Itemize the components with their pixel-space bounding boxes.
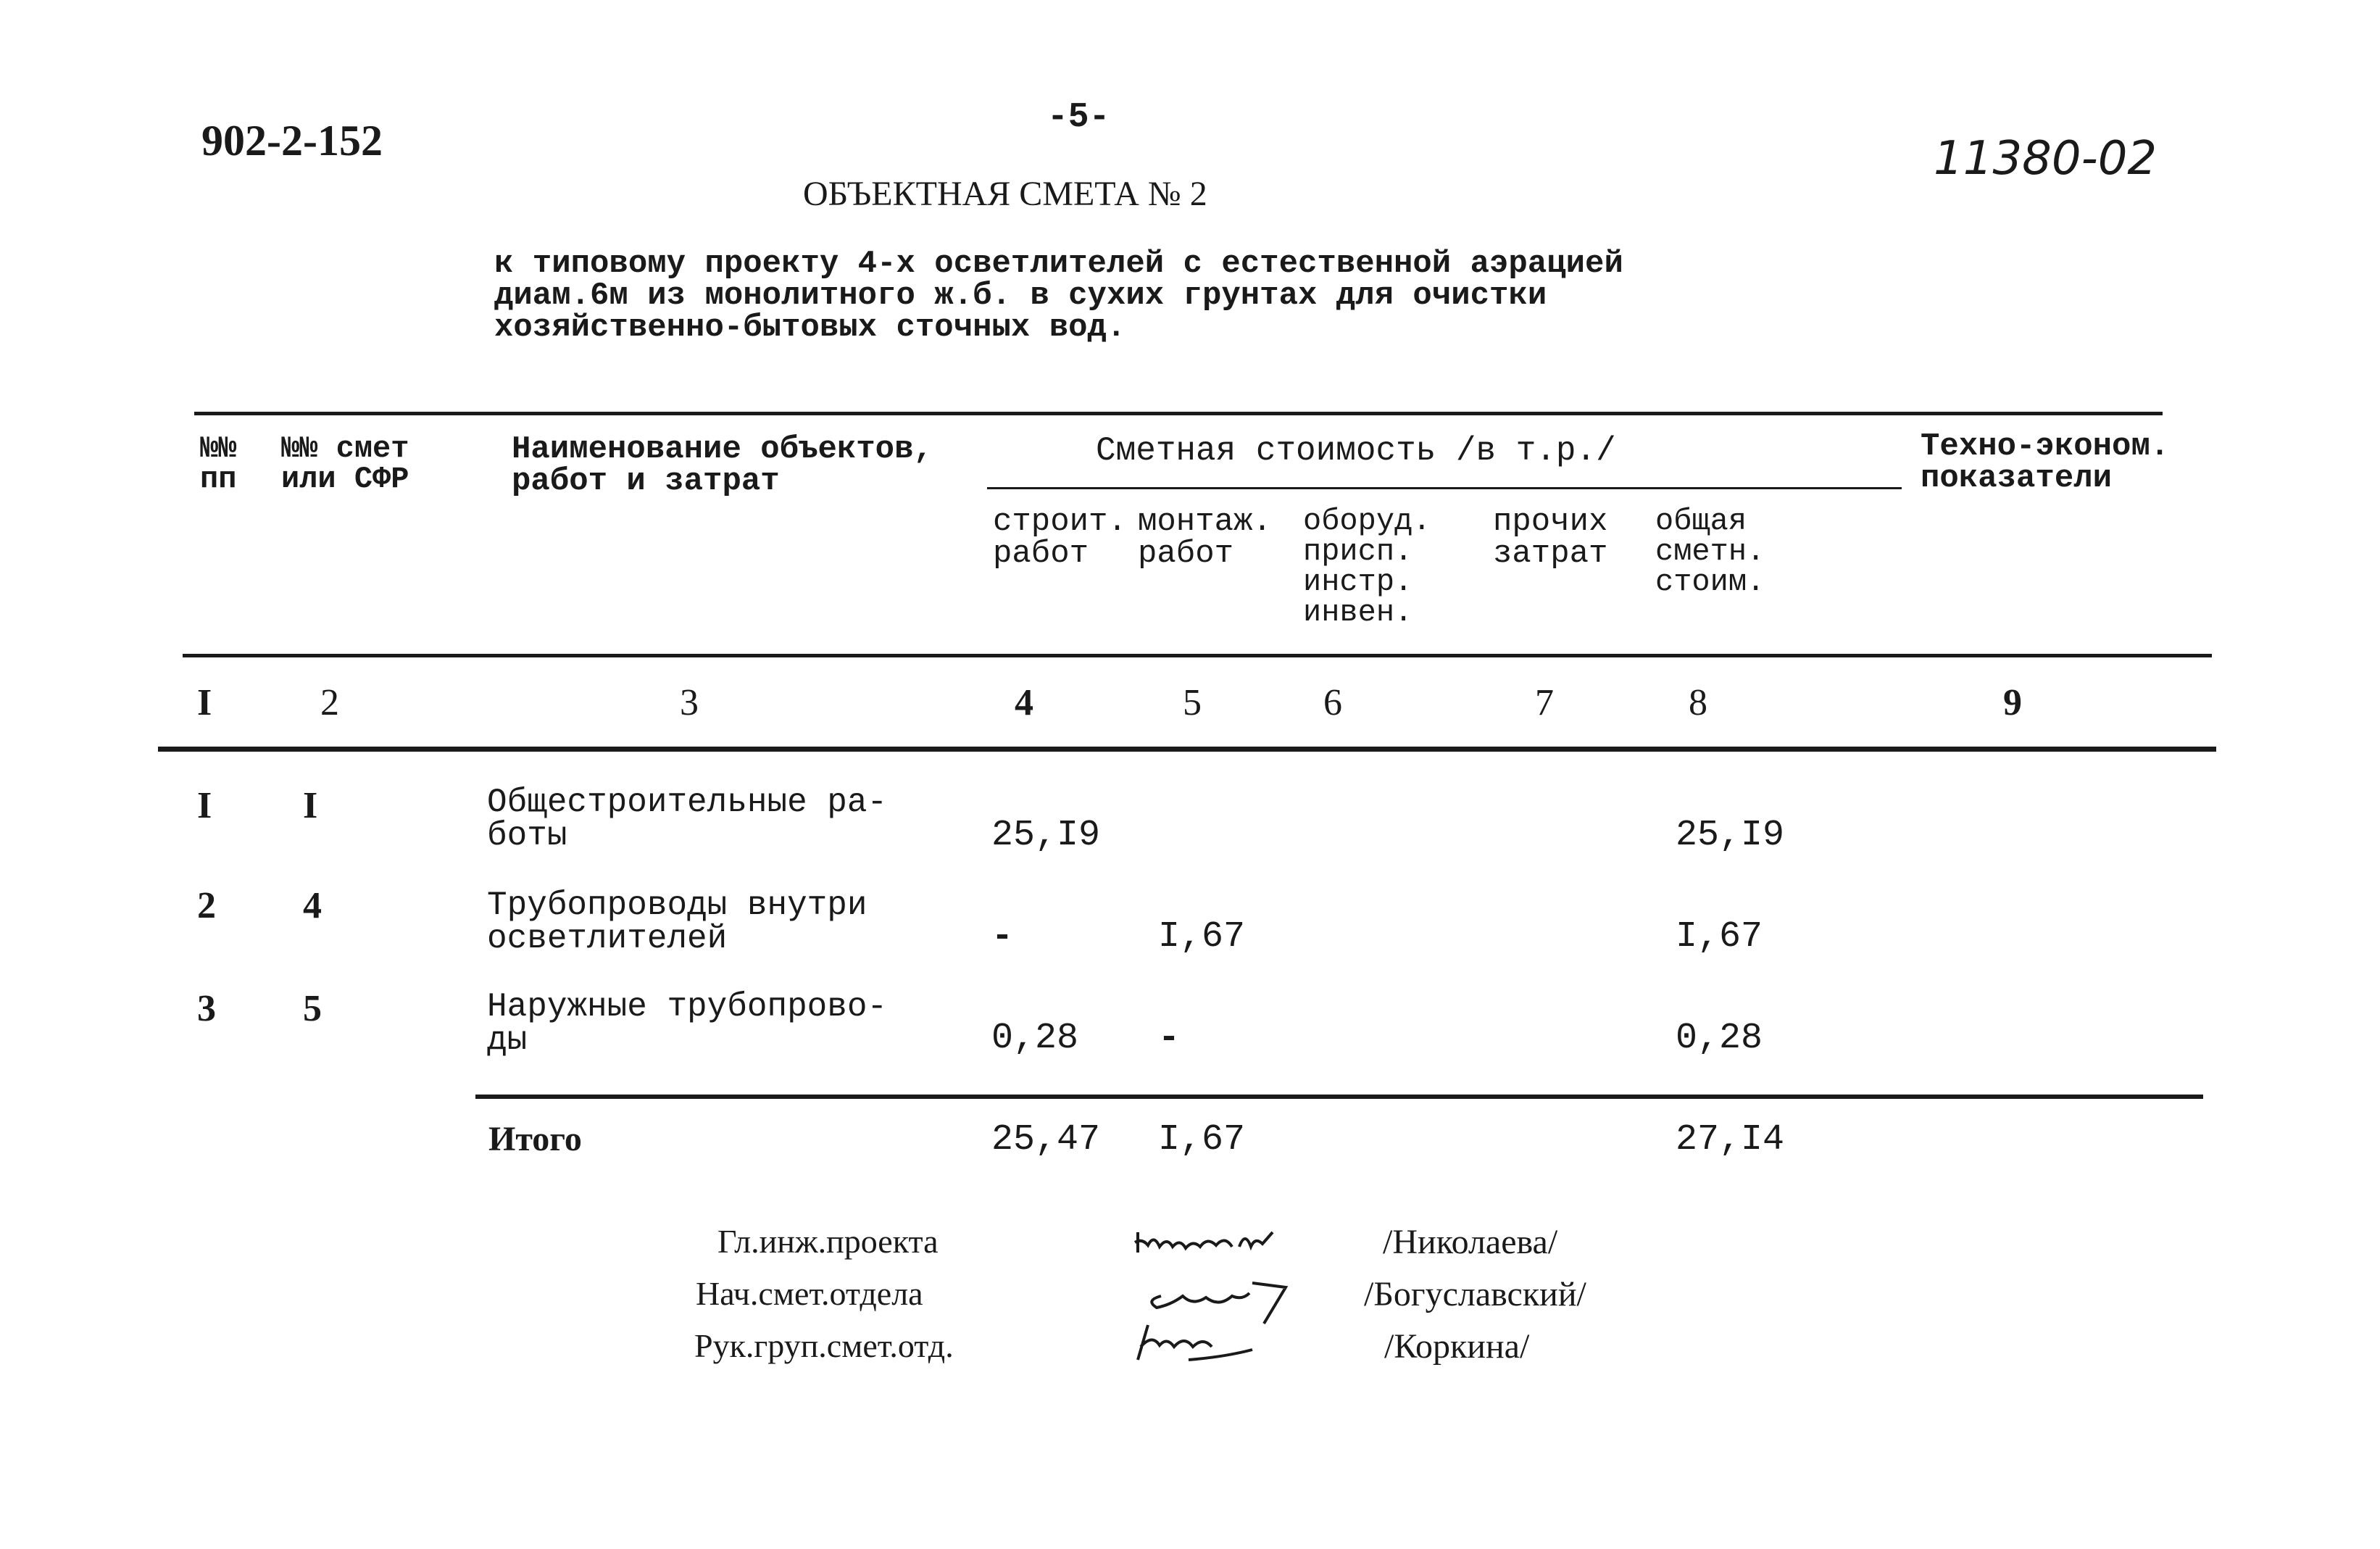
header-name <box>512 433 933 497</box>
row-stroit-value: 25,I9 <box>991 815 1101 856</box>
signature-scribble <box>1138 1325 1252 1360</box>
header-line: №№ <box>200 431 237 466</box>
cost-group-rule <box>987 487 1902 489</box>
row-total-value: 0,28 <box>1676 1018 1763 1059</box>
column-number: 8 <box>1689 682 1707 723</box>
header-bottom-rule <box>183 654 2212 657</box>
totals-total: 27,I4 <box>1676 1119 1785 1160</box>
subheader-stroit <box>993 506 1127 570</box>
signature-role: Гл.инж.проекта <box>717 1223 939 1260</box>
signature-name: /Николаева/ <box>1383 1223 1558 1261</box>
subheader-obshaya <box>1655 506 1765 597</box>
row-name-line: Общестроительные ра- <box>487 784 888 821</box>
header-line: работ и затрат <box>512 463 780 499</box>
header-line: №№ смет <box>281 431 409 466</box>
signature-role: Рук.груп.смет.отд. <box>694 1327 954 1364</box>
totals-stroit: 25,47 <box>991 1119 1101 1160</box>
header-line: Наименование объектов, <box>512 431 933 468</box>
column-number: 9 <box>2003 682 2022 723</box>
page-number: -5- <box>1047 98 1110 137</box>
header-line: инстр. <box>1303 565 1413 599</box>
header-line: монтаж. <box>1138 504 1272 540</box>
header-line: Техно-эконом. <box>1921 428 2170 465</box>
row-stroit-value: - <box>991 916 1014 958</box>
row-name-line: ды <box>487 1021 528 1059</box>
row-smeta-number: 4 <box>303 885 322 926</box>
signature-role: Нач.смет.отдела <box>696 1275 923 1312</box>
row-name <box>487 886 867 958</box>
row-number: 2 <box>197 885 216 926</box>
row-stroit-value: 0,28 <box>991 1018 1079 1059</box>
header-line: или СФР <box>281 462 409 497</box>
row-name-line: Трубопроводы внутри <box>487 886 867 924</box>
header-line: пп <box>200 462 237 497</box>
totals-label: Итого <box>488 1120 582 1158</box>
header-line: затрат <box>1493 536 1608 572</box>
column-number: 3 <box>680 682 699 723</box>
doc-code: 902-2-152 <box>201 117 383 165</box>
handwritten-signatures <box>1131 1215 1362 1382</box>
row-name-line: Наружные трубопрово- <box>487 988 888 1026</box>
column-number: 4 <box>1015 682 1033 723</box>
header-line: работ <box>993 536 1089 572</box>
header-cost-group: Сметная стоимость /в т.р./ <box>1096 432 1616 470</box>
signature-scribble <box>1152 1283 1286 1324</box>
row-name-line: боты <box>487 817 567 855</box>
header-line: инвен. <box>1303 595 1413 630</box>
header-line: сметн. <box>1655 534 1765 569</box>
column-number: 6 <box>1323 682 1342 723</box>
column-number: 2 <box>320 682 339 723</box>
header-line: стоим. <box>1655 565 1765 599</box>
document-subtitle <box>494 248 1623 344</box>
subtitle-line: хозяйственно-бытовых сточных вод. <box>494 310 1126 346</box>
row-number: 3 <box>197 988 216 1029</box>
header-tech-econ <box>1921 428 2170 497</box>
row-number: I <box>197 785 212 826</box>
header-line: присп. <box>1303 534 1413 569</box>
archive-number: 11380-02 <box>1934 132 2158 186</box>
column-number: 7 <box>1535 682 1554 723</box>
subheader-prochie <box>1493 506 1607 570</box>
table-top-rule <box>194 412 2163 415</box>
column-number: 5 <box>1183 682 1202 723</box>
header-no-smet <box>281 431 409 497</box>
row-montazh-value: I,67 <box>1158 916 1246 958</box>
header-line: оборуд. <box>1303 504 1431 539</box>
subtitle-line: диам.6м из монолитного ж.б. в сухих грунтах для очистки <box>494 278 1547 314</box>
signature-name: /Богуславский/ <box>1364 1275 1586 1313</box>
header-line: общая <box>1655 504 1747 539</box>
signature-name: /Коркина/ <box>1384 1327 1530 1366</box>
row-name <box>487 990 887 1057</box>
row-smeta-number: 5 <box>303 988 322 1029</box>
row-total-value: I,67 <box>1676 916 1763 958</box>
column-number: I <box>197 682 212 723</box>
row-name-line: осветлителей <box>487 920 728 958</box>
header-line: работ <box>1138 536 1234 572</box>
column-numbers-rule <box>158 747 2216 752</box>
subheader-montazh <box>1138 506 1272 570</box>
row-montazh-value: - <box>1158 1018 1181 1059</box>
header-line: строит. <box>993 504 1127 540</box>
header-no-pp <box>200 431 237 497</box>
subheader-oborud <box>1303 506 1431 628</box>
row-smeta-number: I <box>303 785 318 826</box>
totals-rule <box>475 1095 2203 1099</box>
subtitle-line: к типовому проекту 4-х осветлителей с естественной аэрацией <box>494 246 1623 282</box>
signature-scribble <box>1135 1232 1273 1253</box>
totals-montazh: I,67 <box>1158 1119 1246 1160</box>
document-title: ОБЪЕКТНАЯ СМЕТА № 2 <box>803 175 1207 213</box>
row-name <box>487 784 888 855</box>
header-line: показатели <box>1921 460 2113 497</box>
header-line: прочих <box>1493 504 1608 540</box>
row-total-value: 25,I9 <box>1676 815 1785 856</box>
